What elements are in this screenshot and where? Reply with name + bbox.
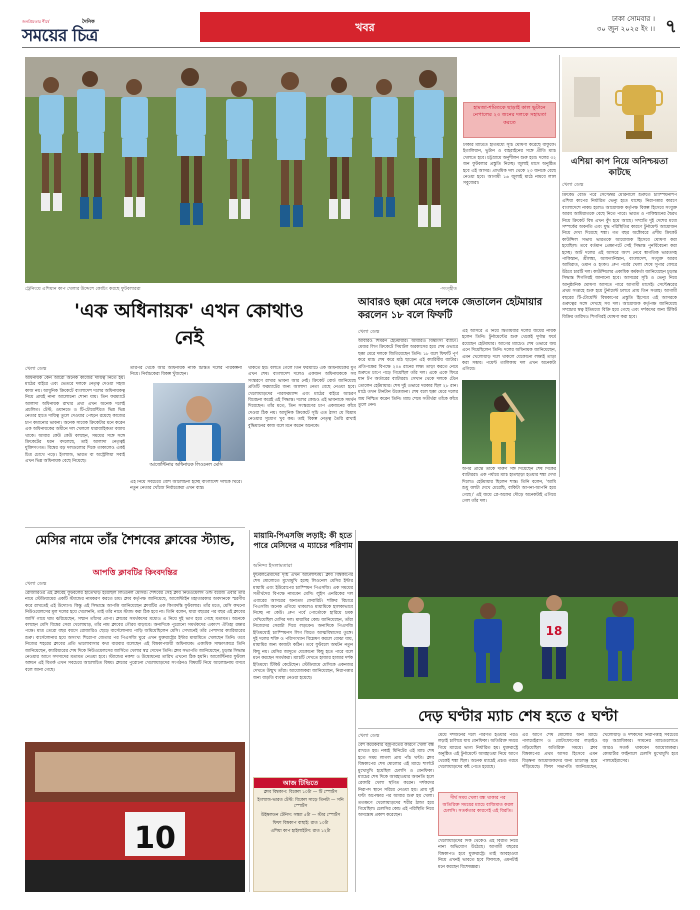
messi-byline: খেলা ডেস্ক [25, 581, 245, 591]
match-quote-box [438, 792, 518, 836]
tv-item: ফিফা বিশ্বকাপ বাছাই: রাত ১০টা [272, 820, 329, 826]
asia-cup-body: ক্রিকেট বোর্ড পরে সেপ্টেম্বর মেরিনালে শুরুতে চ্যাম্পিয়নশিপ এশিয়া কাপের নির্ধারিত ভেন্যু হতে যাচ্ছে। নিরাপত্তার কারণে বাংলাদেশে নাকচ হলেও আয়োজক কর্তৃপক্ষ বিকল্প হিসেবে সংযুক্ত আরব আমিরাতকে বেছে নিতে পারে। ভারত ও পাকিস্তানের দ্বৈরথ নিয়ে ক্রিকেট বিশ্ব এখন বুঁদ হয়ে আছে। সম্প্রতি দুই দেশের মধ্যে সম্পর্কের অবনতি এবং যুদ্ধ পরিস্থিতির কারণে টুর্নামেন্ট আয়োজন নিয়ে দেখা দিয়েছে শঙ্কা। গত বছর অক্টোবরে এশীয় ক্রিকেট কাউন্সিল সভায় ভারতকে আয়োজক হিসেবে ঘোষণা করা হয়েছিল। তবে বর্তমান প্রেক্ষাপটে সেই সিদ্ধান্ত পুনর্বিবেচনা করা হচ্ছে। আট দলের এই আসরে অংশ নেবে স্বাগতিক ভারতসহ পাকিস্তান, শ্রীলঙ্কা, আফগানিস্তান, বাংলাদেশ, সংযুক্ত আরব আমিরাত, ওমান ও হংকং। গ্রুপ পর্বের খেলা শেষে সুপার ফোরে উঠবে চারটি দল। কাউন্সিলের একাধিক কর্মকর্তা জানিয়েছেন চূড়ান্ত সিদ্ধান্ত শিগগিরই জানানো হবে। আসরের সূচি ও ভেন্যু নিয়ে আনুষ্ঠানিক ঘোষণা আসতে পারে আগামী মাসেই। সেপ্টেম্বরের প্রথম সপ্তাহে শুরু হয়ে টুর্নামেন্ট চলবে প্রায় তিন সপ্তাহ। আগামী বছরের টি-টোয়েন্টি বিশ্বকাপের প্রস্তুতি হিসেবে এই আসরকে গুরুত্বের সঙ্গে দেখছে সব দল। আয়োজক কর্তৃপক্ষ জানিয়েছে সম্প্রচার স্বত্ব ইতিমধ্যে বিক্রি হয়ে গেছে এবং দর্শকদের জন্য টিকিট বিক্রির তারিখও শিগগিরই ঘোষণা করা হবে। [562, 193, 677, 320]
hetmyer-byline: খেলা ডেস্ক [358, 329, 458, 339]
messi-body: রোজারিওর এই ক্লাবেই ফুটবলের হাতেখড়ি হয়েছিল লিওনেল মেসির। শৈশবের সেই ক্লাব নিউওয়েলস ওল্ড বয়েজ এবার তাঁর নামে স্টেডিয়ামের একটি স্ট্যান্ডের নামকরণ করতে চায়। ক্লাব কর্তৃপক্ষ জানিয়েছে, আর্জেন্টাইন মহাতারকার অবদানকে স্মরণীয় করে রাখতেই এই উদ্যোগ। কিন্তু এই সিদ্ধান্তে আপত্তি জানিয়েছেন ক্লাবটির এক কিংবদন্তি ফুটবলার। তাঁর মতে, মেসি কখনো নিউওয়েলসের মূল দলের হয়ে খেলেননি, তাই তাঁর নামে স্ট্যান্ড করা ঠিক হবে না। তিনি বলেন, যারা বছরের পর বছর এই ক্লাবের জার্সি গায়ে ঘাম ঝরিয়েছেন, সম্মান তাঁদের প্রাপ্য। ক্লাবের সমর্থকদের মধ্যেও এ নিয়ে দুই ভাগ হয়ে গেছে মতামত। অনেকে বলছেন মেসি বিশ্বের সেরা খেলোয়াড়, তাঁর নাম ক্লাবের গৌরব বাড়াবে। অন্যদিকে পুরোনো সমর্থকদের একাংশ ঐতিহ্য রক্ষার পক্ষে। মাত্র তেরো বছর বয়সে রোজারিও ছেড়ে বার্সেলোনায় পাড়ি জমিয়েছিলেন মেসি। সেখানেই তাঁর পেশাদার ক্যারিয়ারের শুরু। বার্সেলোনার হয়ে অসংখ্য শিরোপা জেতার পর পিএসজি ঘুরে এখন যুক্তরাষ্ট্রের ইন্টার মায়ামিতে খেলছেন তিনি। তবে নিজের শহরের ক্লাবের প্রতি ভালোবাসার কথা বারবার বলেছেন এই বিশ্বকাপজয়ী অধিনায়ক। একাধিক সাক্ষাৎকারে তিনি জানিয়েছেন, ক্যারিয়ারের শেষ দিকে নিউওয়েলসের জার্সিতে খেলার স্বপ্ন দেখেন তিনি। ক্লাব সভাপতি জানিয়েছেন, চূড়ান্ত সিদ্ধান্ত নেওয়ার আগে সদস্যদের মতামত নেওয়া হবে। স্ট্যান্ডের নকশা ও উদ্বোধনের তারিখ এখনো ঠিক হয়নি। আর্জেন্টিনার ফুটবল অঙ্গনে এই বিতর্ক এখন সবচেয়ে আলোচিত বিষয়। ক্লাবের পুরোনো খেলোয়াড়দের সংগঠনও বিষয়টি নিয়ে আলোচনায় বসবে বলে জানা গেছে। [25, 591, 245, 673]
messi-subtitle: আপত্তি ক্লাবটির কিংবদন্তির [92, 568, 178, 577]
batsman-illustration [462, 380, 556, 464]
match-col-3: খেলোয়াড়দের দিক থেকেও এই বিরতি নিয়ে নানা অভিযোগ উঠেছে। আগামী বছরের বিশ্বকাপও হবে যুক্তরাষ্ট্রে। তাই আবহাওয়া নিয়ে এখনই ভাবতে হবে ফিফাকে, এমনটাই মনে করছেন বিশেষজ্ঞরা। [438, 839, 518, 870]
match-photo [358, 541, 678, 699]
asia-cup-title: এশিয়া কাপ নিয়ে অনিশ্চয়তা কাটছে [571, 157, 668, 178]
captain-col-3: থাকতে হয়। বলতে গেলে তিন ফরম্যাটে এক অধিনায়কের যুগ এখন শেষ। বাংলাদেশ দলেও একজন অধিনায়ককে সব সংস্করণে রাখার ভাবনা আর নেই। ক্রিকেট বোর্ড জানিয়েছে প্রতিটি ফরম্যাটের জন্য আলাদা নেতা বেছে নেওয়া হবে। খেলোয়াড়দের পারফরম্যান্স এবং মাঠের বাইরে আচরণ বিবেচনা করেই এই সিদ্ধান্ত। দলের কোচও এই ভাবনাকে সমর্থন দিয়েছেন। তাঁর মতে, তিন সংস্করণের চাপ একজনের কাঁধে দেওয়া ঠিক নয়। আধুনিক ক্রিকেটে সূচি এত ঠাসা যে বিশ্রাম নেওয়ার সুযোগ খুব কম। তাই বিকল্প নেতৃত্ব তৈরি রাখাই বুদ্ধিমানের কাজ বলে মনে করেন অনেকে। [248, 366, 356, 429]
match-quote: দীর্ঘ সময় খেলা বন্ধ থাকার পর অতিরিক্ত সময়ের ম্যাচে বাজিমাত করল চেলসি। সতর্কতার কারণেই এই বিরতি। [442, 796, 514, 815]
captain-col-2a: তারপর থেকে আর অধিনায়ক নাকি চিন্তিত দলের পরিকল্পনা নিয়ে। নির্বাচকেরা বিকল্প খুঁজছেন। [130, 366, 242, 378]
captain-photo [153, 383, 245, 461]
date-line-1: ঢাকা সোমবার । [611, 15, 655, 23]
stadium-jersey-number: 10 [134, 821, 176, 856]
section-banner [200, 12, 530, 42]
miami-title: মায়ামি-পিএসজি লড়াই: কী হতে পারে মেসিদের এ ম্যাচের পরিণাম [253, 531, 353, 550]
miami-byline: অনিন্দ্য ইসলামতারা [253, 563, 353, 573]
masthead [0, 0, 700, 50]
captain-photo-caption [130, 462, 242, 478]
match-byline: খেলা ডেস্ক [358, 733, 434, 743]
captain-headline [25, 298, 353, 358]
tv-item: ইংল্যান্ড-ভারত টেস্ট: বিকেল সাড়ে তিনটা — সনি স্পোর্টস [257, 798, 344, 810]
match-col-1: বেশ কয়েকবার বজ্রপাতের কারণে খেলা বন্ধ রাখতে হয়। নব্বই মিনিটের এই ম্যাচ শেষ হতে সময় লাগল প্রায় পাঁচ ঘণ্টা। ক্লাব বিশ্বকাপের শেষ ষোলোর এই ম্যাচে শার্লটে মুখোমুখি হয়েছিল চেলসি ও বেনফিকা। ম্যাচের শেষ দিকে আবহাওয়ার অবনতি হলে রেফারি খেলা স্থগিত করেন। দর্শকদের নিরাপদ স্থানে সরিয়ে নেওয়া হয়। প্রায় দুই ঘণ্টা অপেক্ষার পর আবার শুরু হয় খেলা। ততক্ষণে খেলোয়াড়দের শরীর ঠান্ডা হয়ে গিয়েছিল। চেলসির কোচ এই পরিস্থিতি নিয়ে অসন্তোষ প্রকাশ করেছেন। [358, 743, 434, 819]
player-portrait [153, 383, 245, 461]
captain-title: 'এক অধিনায়ক' এখন কোথাও নেই [74, 300, 304, 349]
captain-byline: খেলা ডেস্ক [25, 366, 125, 376]
tv-box [253, 777, 348, 892]
match-action-illustration [358, 541, 678, 699]
masthead-rule [22, 47, 680, 48]
trophy-icon [562, 57, 677, 152]
hetmyer-title: আবারও ছক্কা মেরে দলকে জেতালেন হেটমায়ার করলেন ১৮ বলে ফিফটি [358, 297, 543, 321]
date-block [575, 14, 655, 34]
tv-item: এশিয়া কাপ হাইলাইটস: রাত ১২টা [270, 829, 331, 835]
messi-top-rule [25, 527, 245, 528]
hamza-heading: হামজা-শমিতকে ছাড়াই কাল ভুটানে নেপালের ২৩ জনের দলকে সহায়তা করতে [472, 105, 547, 126]
match-title: দেড় ঘণ্টার ম্যাচ শেষ হতে ৫ ঘণ্টা [418, 707, 618, 725]
tv-item: উইম্বলডন টেনিস: সন্ধ্যা ৫টা — স্টার স্পোর্টস [260, 812, 341, 818]
tv-item: ক্লাব বিশ্বকাপ: বিকেল ১০টা — টি স্পোর্টস [263, 790, 338, 795]
stadium-photo [25, 742, 245, 892]
match-col-2: মেয়ে দশজনের দলে পরিণত হওয়ার পরও লড়াই চালিয়ে যায় বেনফিকা। অতিরিক্ত সময়ে গিয়ে ম্যাচের ভাগ্য নির্ধারিত হয়। যুক্তরাষ্ট্রে অনুষ্ঠিত এই টুর্নামেন্টে আবহাওয়া নিয়ে আগে থেকেই শঙ্কা ছিল। অনেক ম্যাচেই প্রচণ্ড গরমে খেলোয়াড়দের কষ্ট পেতে হয়েছে। [438, 733, 518, 771]
top-photo-caption: ট্রেনিংয়ে এশিয়ান কাপ খেলার উদ্দেশে কোচিং করছে ফুটবলাররা [25, 287, 141, 292]
asia-cup-photo [562, 57, 677, 152]
section-label: খবর [355, 21, 375, 34]
top-team-photo [25, 57, 457, 283]
masthead-title: সময়ের চিত্র [22, 26, 98, 46]
stadium-stand-illustration [25, 742, 245, 892]
masthead-logo[interactable] [22, 20, 142, 46]
date-line-2: ৩০ জুন ২০২৫ ইং ।। [596, 25, 655, 33]
asia-cup-byline: খেলা ডেস্ক [562, 182, 677, 192]
tv-title: আজ টিভিতে [254, 778, 347, 788]
top-photo-credit: -সংগৃহীত [440, 287, 457, 292]
masthead-daily: দৈনিক [82, 19, 95, 25]
captain-col-1: অধিনায়ক কেন আরো অনেক কাজের দায়িত্ব নিতে হয়। মাঠের বাইরে এবং ভেতরে দলকে নেতৃত্ব দেওয়া সহজ কাজ নয়। আধুনিক ক্রিকেটে বাংলাদেশ দলের অধিনায়কত্ব নিয়ে প্রায়ই নানা আলোচনা শোনা যায়। তিন ফরম্যাটে আলাদা অধিনায়ক রাখার প্রথা এখন অনেক দলেই প্রচলিত। টেস্ট, ওয়ানডে ও টি-টোয়েন্টিতে ভিন্ন ভিন্ন নেতার হাতে দায়িত্ব তুলে দেওয়ার পেছনে রয়েছে কাজের চাপ কমানোর ভাবনা। অনেক সাবেক ক্রিকেটার মনে করেন এক অধিনায়কের অধীনে দল খেললে ধারাবাহিকতা বজায় থাকে। আবার কেউ কেউ বলছেন, সময়ের সঙ্গে সঙ্গে ক্রিকেটের ধরন বদলেছে, তাই আলাদা নেতৃত্বই যুক্তিসংগত। বিশ্বের বড় দলগুলোর দিকে তাকালেও একই চিত্র চোখে পড়ে। ইংল্যান্ড, ভারত বা অস্ট্রেলিয়া সবাই এখন ভিন্ন অধিনায়ক বেছে নিয়েছে। [25, 376, 125, 465]
match-jersey-number: 18 [545, 624, 563, 638]
hetmyer-photo [462, 380, 556, 464]
hamza-box [463, 102, 556, 138]
captain-caption-text: আর্জেন্টিনার অধিনায়ক লিওনেল মেসি [149, 463, 223, 468]
hetmyer-col-3: অপর প্রান্তে তাঁকে দারুণ সঙ্গ দিয়েছেন শেষ দিকের ব্যাটাররা। এক পর্যায়ে ম্যাচ হাতছাড়া হওয়ার শঙ্কা দেখা দিলেও হেটমায়ার ছিলেন শান্ত। তিনি বলেন, 'আমি শুধু বলটা দেখে মেরেছি, বাকিটা আপনা-আপনি হয়ে গেছে।' এই জয়ে প্লে-অফের দৌড়ে অনেকটাই এগিয়ে গেল তাঁর দল। [462, 467, 556, 505]
col-divider-right [559, 55, 560, 477]
page-number: ৭ [665, 16, 677, 37]
messi-title: মেসির নামে তাঁর শৈশবের ক্লাবের স্ট্যান্ড, [35, 532, 235, 547]
hetmyer-col-1: আবারও শিমরন হেটমায়ার। আবারও বিধ্বংসী ব্যাটিং। মেজর লিগ ক্রিকেটে সিয়াটল অরকাসের হয়ে শেষ ওভারে ছক্কা মেরে দলকে জিতিয়েছেন তিনি। ১৮ বলে ফিফটি পূর্ণ করে ম্যাচ শেষ করে মাঠ ছাড়েন এই ক্যারিবীয় ব্যাটার। প্রতিপক্ষের বিপক্ষে ২০৪ রানের লক্ষ্য তাড়া করতে নেমে শুরুতে চাপে পড়ে গিয়েছিল তাঁর দল। একে একে ফিরে যান টপ অর্ডারের ব্যাটাররা। সেখান থেকে দলকে টেনে তোলেন হেটমায়ার। শেষ দুই ওভারে দরকার ছিল ২৮ রান। মাঠে তখন টানটান উত্তেজনা। শেষ বলে ছক্কা মেরে দলের জয় নিশ্চিত করেন তিনি। ম্যাচ শেষে সতীর্থরা তাঁকে কাঁধে তুলে নেন। [358, 339, 458, 409]
match-col-4: এর আগে শেষ ষোলোর অন্য ম্যাচে পালমেইরাস ও বোটাফোগোর লড়াইও গড়িয়েছিল অতিরিক্ত সময়ে। ক্লাব বিশ্বকাপের প্রথম আসর হিসেবে এমন বিড়ম্বনা আয়োজকদের জন্য চ্যালেঞ্জ হয়ে দাঁড়িয়েছে। ফিফা সভাপতি জানিয়েছেন, খেলোয়াড় ও দর্শকদের নিরাপত্তাই সবচেয়ে বড় অগ্রাধিকার। সামনের ম্যাচগুলোতে আরও সতর্ক থাকবেন আয়োজকরা। কোয়ার্টার ফাইনালে চেলসি মুখোমুখি হবে পালমেইরাসের। [522, 733, 678, 771]
hetmyer-col-2: এই আসরে এ নিয়ে দ্বিতীয়বার দলের জয়ের নায়ক হলেন তিনি। টুর্নামেন্টের শুরু থেকেই দুর্দান্ত ফর্মে রয়েছেন হেটমায়ার। আগের ম্যাচেও শেষ ওভারে জয় এনে দিয়েছিলেন তিনি। দলের অধিনায়ক জানিয়েছেন, এমন খেলোয়াড় দলে থাকলে যেকোনো লক্ষ্যই তাড়া করা সম্ভব। পয়েন্ট তালিকায় দল এখন অনেকটা এগিয়ে। [462, 329, 556, 373]
masthead-tagline-small: জনপ্রিয়তার শীর্ষে [22, 19, 50, 24]
miami-body: ফুটবলপ্রেমীদের দৃষ্টি এখন আটলান্টায়। ক্লাব বিশ্বকাপের শেষ ষোলোতে মুখোমুখি হচ্ছে লিওনেল মেসির ইন্টার মায়ামি এবং ইউরোপের চ্যাম্পিয়ন পিএসজি। এক সময়ের সতীর্থদের বিপক্ষে নামবেন মেসি। লুইস এনরিকের দল এবারের আসরের অন্যতম ফেবারিট। শক্তির বিচারে পিএসজি অনেক এগিয়ে থাকলেও মায়ামিকে হালকাভাবে নিচ্ছে না কেউ। গ্রুপ পর্বে পোর্তোকে হারিয়ে চমক দেখিয়েছিল মেসির দল। মায়ামির কোচ জানিয়েছেন, তাঁরা নিজেদের সেরাটা দিয়ে লড়বেন। অন্যদিকে পিএসজি ইতিমধ্যেই চ্যাম্পিয়নস লিগ জিতে আত্মবিশ্বাসের তুঙ্গে। দুই দলের শক্তি ও পরিসংখ্যান বিশ্লেষণ করলে বোঝা যায়, মায়ামির জন্য কাজটা কঠিন। তবে ফুটবলে অঘটন নতুন কিছু নয়। মেসির জাদুতে যেকোনো কিছু হতে পারে বলে মনে করছেন সমর্থকরা। ম্যাচটি দেখতে হাজার হাজার দর্শক ইতিমধ্যে টিকিট কেটেছেন। স্টেডিয়ামে মেসিকে একনজর দেখতে উন্মুখ তাঁরা। আয়োজকরা জানিয়েছেন, নিরাপত্তার জন্য বাড়তি ব্যবস্থা নেওয়া হয়েছে। [253, 573, 353, 681]
col-divider-left [249, 530, 250, 892]
match-title-rule [358, 728, 678, 729]
hamza-body: ঢাকার মাটিতে ইতিমধ্যে সূচি ঘোষণা করেছে বাফুফে। ইতালিয়ান, ভুটান ও বাহরাইনের সঙ্গে প্রীতি ম্যাচ খেলতে হবে। চট্টগ্রামে অনুশীলন শুরু হবে। দলের ৩২ জন ফুটবলার প্রস্তুতি নিচ্ছে। জুলাই মাসে অনুষ্ঠিত হবে এই আসর। প্রাথমিক দল থেকে ২৩ জনকে বেছে নেওয়া হবে। আগামী ১৬ জুলাই মাঠে নামবে লাল সবুজেরা। [463, 143, 556, 187]
training-players-illustration [25, 57, 457, 283]
captain-col-2b: এই নিয়ে সবচেয়ে বেশি আলোচনা হচ্ছে বাংলাদেশ দলকে ঘিরে। নতুন নেতার খোঁজে নির্বাচকেরা এখন ব্যস্ত। [130, 480, 242, 492]
col-divider-mid [355, 530, 356, 892]
